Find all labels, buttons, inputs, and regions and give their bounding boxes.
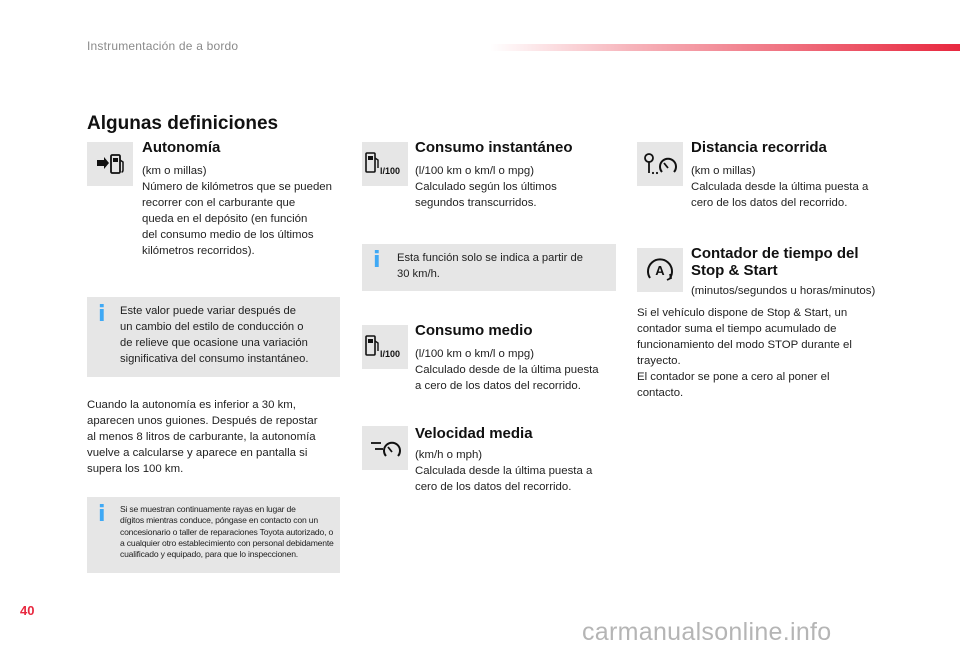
stop-start-timer-icon: [637, 248, 683, 292]
note-line: Este valor puede variar después de: [120, 305, 297, 317]
contador-line: El contador se pone a cero al poner el: [637, 371, 830, 383]
consumo-instantaneo-title: Consumo instantáneo: [415, 139, 573, 156]
info-icon: i: [98, 302, 106, 327]
autonomia-line: queda en el depósito (en función: [142, 213, 308, 225]
consumo-medio-line: (l/100 km o km/l o mpg): [415, 348, 535, 360]
header-title: Instrumentación de a bordo: [87, 39, 239, 53]
note-line: Si se muestran continuamente rayas en lugar de: [120, 504, 296, 514]
note-text: [120, 504, 334, 560]
distancia-recorrida-description: [691, 163, 868, 211]
note-line: significativa del consumo instantáneo.: [120, 353, 309, 365]
distancia-line: Calculada desde la última puesta a: [691, 181, 869, 193]
info-icon: i: [373, 248, 381, 273]
note-text: [397, 250, 583, 282]
note-text: [120, 303, 308, 367]
note-line: 30 km/h.: [397, 268, 440, 280]
trip-distance-icon: [637, 142, 683, 186]
note-line: dígitos mientras conduce, póngase en contacto con un: [120, 515, 318, 526]
autonomia-description: [142, 163, 332, 259]
autonomia-title: Autonomía: [142, 139, 221, 156]
contador-title-line: Contador de tiempo del: [691, 245, 859, 262]
icon-label: l/100: [380, 166, 401, 176]
velocidad-media-title: Velocidad media: [415, 425, 533, 442]
autonomia-line: del consumo medio de los últimos: [142, 229, 314, 241]
autonomia-line: Número de kilómetros que se pueden: [142, 181, 332, 193]
consumo-instantaneo-description: [415, 163, 557, 211]
section-title: Algunas definiciones: [87, 113, 279, 134]
autonomy-paragraph: [87, 397, 318, 477]
instant-consumption-icon: [362, 142, 408, 186]
consumo-line: segundos transcurridos.: [415, 197, 537, 209]
note-line: concesionario o taller de reparaciones Toyota autorizado, o: [120, 526, 334, 537]
contador-line: Si el vehículo dispone de Stop & Start, un: [637, 307, 848, 319]
contador-title-line: Stop & Start: [691, 262, 778, 279]
paragraph-line: vuelve a calcularse y aparece en pantalla si: [87, 447, 308, 459]
info-note-speed-threshold: [362, 244, 616, 291]
velocidad-media-description: [415, 447, 592, 495]
range-fuel-icon: [87, 142, 133, 186]
distancia-recorrida-title: Distancia recorrida: [691, 139, 827, 156]
consumo-medio-title: Consumo medio: [415, 322, 533, 339]
paragraph-line: aparecen unos guiones. Después de repostar: [87, 415, 318, 427]
average-speed-icon: [362, 426, 408, 470]
velocidad-line: Calculada desde la última puesta a: [415, 465, 593, 477]
contador-description: [637, 305, 852, 401]
average-consumption-icon: [362, 325, 408, 369]
autonomia-line: recorrer con el carburante que: [142, 197, 296, 209]
watermark: carmanualsonline.info: [582, 618, 832, 646]
note-line: a cualquier otro establecimiento con personal debidamente: [120, 537, 334, 548]
note-line: de relieve que ocasione una variación: [120, 337, 308, 349]
paragraph-line: Cuando la autonomía es inferior a 30 km,: [87, 399, 296, 411]
icon-label: l/100: [380, 349, 401, 359]
paragraph-line: al menos 8 litros de carburante, la autonomía: [87, 431, 316, 443]
info-icon: i: [98, 502, 106, 527]
autonomia-line: (km o millas): [142, 165, 207, 177]
velocidad-line: cero de los datos del recorrido.: [415, 481, 572, 493]
note-line: cualificado y equipado, para que lo inspeccionen.: [120, 549, 298, 560]
contador-line: trayecto.: [637, 355, 681, 367]
contador-title: [691, 245, 859, 279]
distancia-line: cero de los datos del recorrido.: [691, 197, 848, 209]
contador-units: (minutos/segundos u horas/minutos): [691, 285, 876, 297]
consumo-medio-description: [415, 346, 599, 394]
autonomia-line: kilómetros recorridos).: [142, 245, 255, 257]
header-accent-bar: [490, 44, 960, 51]
contador-line: contacto.: [637, 387, 684, 399]
page-number: 40: [20, 603, 35, 618]
note-line: Esta función solo se indica a partir de: [397, 252, 583, 264]
icon-label: A: [655, 263, 665, 278]
info-note-variation: [87, 297, 340, 377]
contador-line: funcionamiento del modo STOP durante el: [637, 339, 852, 351]
consumo-medio-line: Calculado desde de la última puesta: [415, 364, 599, 376]
velocidad-line: (km/h o mph): [415, 449, 483, 461]
distancia-line: (km o millas): [691, 165, 756, 177]
note-line: un cambio del estilo de conducción o: [120, 321, 304, 333]
contador-line: contador suma el tiempo acumulado de: [637, 323, 837, 335]
info-note-dashes: [87, 497, 340, 573]
paragraph-line: supera los 100 km.: [87, 463, 184, 475]
consumo-line: Calculado según los últimos: [415, 181, 557, 193]
consumo-medio-line: a cero de los datos del recorrido.: [415, 380, 581, 392]
consumo-line: (l/100 km o km/l o mpg): [415, 165, 535, 177]
